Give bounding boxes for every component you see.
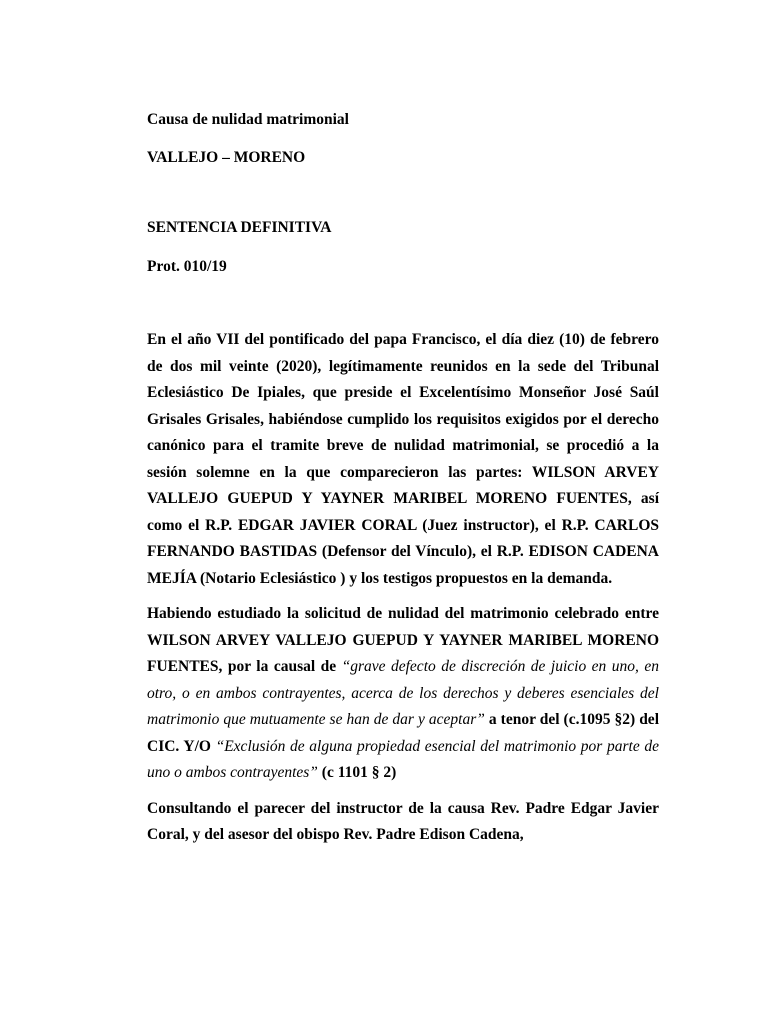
petition-quote-discretion: “grave defecto de discreción de juicio en uno, en otro, o en ambos contrayentes, acerca de los derechos y deberes esenciales del matrimonio que mutuamente se han de dar y aceptar” xyxy=(147,658,659,728)
petition-intro: Habiendo estudiado la solicitud de nulidad del matrimonio celebrado entre WILSON ARVEY VALLEJO GUEPUD Y YAYNER MARIBEL MORENO FUENTES, por la causal de xyxy=(147,605,659,675)
case-title: Causa de nulidad matrimonial xyxy=(147,111,349,128)
parties-title: VALLEJO – MORENO xyxy=(147,149,306,166)
paragraph-consultation: Consultando el parecer del instructor de la causa Rev. Padre Edgar Javier Coral, y del asesor del obispo Rev. Padre Edison Cadena, xyxy=(147,799,659,843)
protocol-number: Prot. 010/19 xyxy=(147,258,227,275)
sentence-title: SENTENCIA DEFINITIVA xyxy=(147,219,332,236)
petition-canon-ref: a tenor del (c.1095 §2) del CIC. Y/O xyxy=(147,711,659,755)
petition-quote-exclusion: “Exclusión de alguna propiedad esencial del matrimonio por parte de uno o ambos contrayentes” xyxy=(147,737,659,781)
petition-canon-end: (c 1101 § 2) xyxy=(317,764,397,781)
paragraph-petition xyxy=(147,601,659,787)
document-body xyxy=(147,110,659,849)
paragraph-session: En el año VII del pontificado del papa Francisco, el día diez (10) de febrero de dos mil veinte (2020), legítimamente reunidos en la sede del Tribunal Eclesiástico De Ipiales, que preside el Excelentísimo Monseñor José Saúl Grisales Grisales, habiéndose cumplido los requisitos exigidos por el derecho canónico para el tramite breve de nulidad matrimonial, se procedió a la sesión solemne en la que comparecieron las partes: WILSON ARVEY VALLEJO GUEPUD Y YAYNER MARIBEL MORENO FUENTES, así como el R.P. EDGAR JAVIER CORAL (Juez instructor), el R.P. CARLOS FERNANDO BASTIDAS (Defensor del Vínculo), el R.P. EDISON CADENA MEJÍA (Notario Eclesiástico ) y los testigos propuestos en la demanda. xyxy=(147,331,659,587)
